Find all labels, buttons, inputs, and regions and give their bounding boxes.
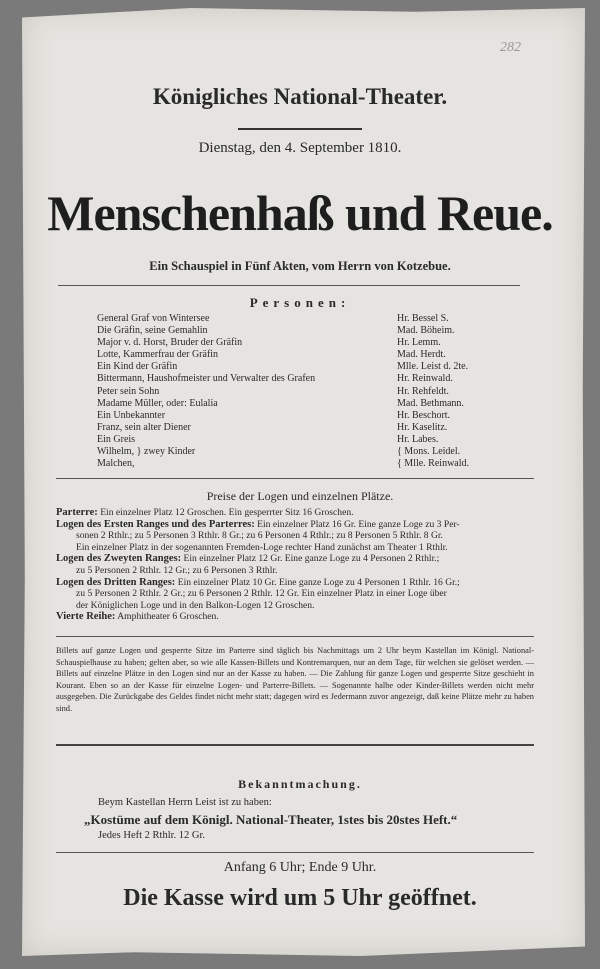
divider <box>58 285 520 286</box>
price-line <box>56 507 531 519</box>
price-category: Logen des Ersten Ranges und des Parterres: <box>56 518 255 530</box>
actor-name: Hr. Kaselitz. <box>397 421 448 433</box>
role-name: Franz, sein alter Diener <box>97 421 191 433</box>
price-line <box>56 600 531 612</box>
actor-name: Hr. Rehfeldt. <box>397 385 449 397</box>
ornament-rule <box>238 128 362 130</box>
actor-name: Mad. Böheim. <box>397 325 455 337</box>
actor-name: Mlle. Leist d. 2te. <box>397 361 469 373</box>
price-line <box>56 611 531 623</box>
performance-times: Anfang 6 Uhr; Ende 9 Uhr. <box>223 860 377 875</box>
archive-mark: 282 <box>500 40 521 55</box>
price-category: Vierte Reihe: <box>56 611 116 623</box>
actor-name: Hr. Bessel S. <box>397 313 449 324</box>
role-name: Ein Greis <box>97 433 136 445</box>
box-office-opening: Die Kasse wird um 5 Uhr geöffnet. <box>123 885 477 911</box>
price-category: Parterre: <box>56 507 98 518</box>
price-text: Ein einzelner Platz 12 Groschen. Ein gesperrter Sitz 16 Groschen. <box>100 507 354 518</box>
role-name: Major v. d. Horst, Bruder der Gräfin <box>97 337 243 349</box>
announcement-price: Jedes Heft 2 Rthlr. 12 Gr. <box>98 830 206 841</box>
price-text: zu 5 Personen 2 Rthlr. 2 Gr.; zu 6 Personen 2 Rthlr. 12 Gr. Ein einzelner Platz in einer Loge über <box>76 588 447 600</box>
cast-row <box>97 398 487 410</box>
announcement-heading: Bekanntmachung. <box>238 777 362 791</box>
cast-row <box>97 349 487 361</box>
cast-row <box>97 458 487 470</box>
role-name: Malchen, <box>97 458 135 470</box>
prices-heading: Preise der Logen und einzelnen Plätze. <box>206 489 394 503</box>
cast-row <box>97 325 487 337</box>
price-line <box>56 565 531 577</box>
cast-row <box>97 337 487 349</box>
actor-name: Hr. Beschort. <box>397 409 451 421</box>
price-text: der Königlichen Loge und in den Balkon-Logen 12 Groschen. <box>76 599 315 611</box>
divider <box>56 852 534 853</box>
price-line <box>56 588 531 600</box>
role-name: Ein Unbekannter <box>97 409 166 421</box>
price-text: Ein einzelner Platz 12 Gr. Eine ganze Loge zu 4 Personen 2 Rthlr.; <box>183 553 440 565</box>
play-subtitle: Ein Schauspiel in Fünf Akten, vom Herrn von Kotzebue. <box>149 259 451 273</box>
price-line <box>56 553 531 565</box>
cast-row <box>97 386 487 398</box>
price-line <box>56 577 531 589</box>
cast-row <box>97 446 487 458</box>
price-category: Logen des Dritten Ranges: <box>56 576 176 588</box>
price-text: sonen 2 Rthlr.; zu 5 Personen 3 Rthlr. 8 Gr.; zu 6 Personen 4 Rthlr.; zu 8 Personen 5 Rthlr. 8 Gr. <box>76 530 443 542</box>
cast-heading: Personen: <box>249 295 351 310</box>
role-name: Lotte, Kammerfrau der Gräfin <box>97 349 219 361</box>
price-text: Ein einzelner Platz 16 Gr. Eine ganze Loge zu 3 Per- <box>257 518 460 530</box>
price-text: Ein einzelner Platz in der sogenannten Fremden-Loge rechter Hand zunächst am Theater 1 Rthlr. <box>76 541 448 553</box>
date-line: Dienstag, den 4. September 1810. <box>198 140 402 156</box>
cast-list <box>97 313 487 470</box>
ticket-notes: Billets auf ganze Logen und gesperrte Sitze im Parterre sind täglich bis Nachmittags um 2 Uhr beym Kastellan im Königl. National-Schauspielhause zu haben; gelten aber, so wie alle Kassen-Billets und Kontremarquen, nur an dem Tage, für welchen sie gelöset werden. — Billets auf einzelne Plätze in den Logen sind nur an der Kasse zu haben. — Die Zahlung für ganze Logen und gesperrte Sitze geschieht in Kourant. Eben so an der Kasse für einzelne Logen- und Parterre-Billets. — Sogenannte halbe oder Kinder-Billets werden nicht mehr ausgegeben. Die Zurückgabe des Geldes findet nicht mehr statt; dagegen wird es Jedermann zuvor angezeigt, daß keine Plätze mehr zu haben sind. <box>56 646 534 713</box>
play-title: Menschenhaß und Reue. <box>47 185 553 241</box>
announcement-line: Beym Kastellan Herrn Leist ist zu haben: <box>98 797 272 808</box>
price-line <box>56 542 531 554</box>
price-line <box>56 530 531 542</box>
role-name: Madame Müller, oder: Eulalia <box>97 397 218 409</box>
cast-row <box>97 410 487 422</box>
role-name: Die Gräfin, seine Gemahlin <box>97 325 208 337</box>
actor-name: Hr. Reinwald. <box>397 373 453 385</box>
announcement-title: „Kostüme auf dem Königl. National-Theater, 1stes bis 20stes Heft.“ <box>84 812 458 827</box>
role-name: Peter sein Sohn <box>97 385 160 397</box>
actor-name: Mad. Herdt. <box>397 349 446 361</box>
actor-name: Hr. Lemm. <box>397 337 441 349</box>
price-text: Ein einzelner Platz 10 Gr. Eine ganze Loge zu 4 Personen 1 Rthlr. 16 Gr.; <box>177 576 460 588</box>
cast-row <box>97 361 487 373</box>
price-text: Amphitheater 6 Groschen. <box>117 611 219 623</box>
actor-name: { Mons. Leidel. <box>397 446 461 458</box>
role-name: Wilhelm, } zwey Kinder <box>97 446 196 458</box>
divider <box>56 478 534 479</box>
divider <box>56 744 534 746</box>
cast-row <box>97 313 487 325</box>
role-name: Bittermann, Haushofmeister und Verwalter des Grafen <box>97 373 316 385</box>
role-name: General Graf von Wintersee <box>97 313 210 324</box>
actor-name: { Mlle. Reinwald. <box>397 458 470 470</box>
cast-row <box>97 434 487 446</box>
theater-name: Königliches National-Theater. <box>152 84 448 109</box>
cast-row <box>97 373 487 385</box>
price-text: zu 5 Personen 2 Rthlr. 12 Gr.; zu 6 Personen 3 Rthlr. <box>76 564 278 576</box>
price-category: Logen des Zweyten Ranges: <box>56 553 182 565</box>
price-line <box>56 519 531 531</box>
divider <box>56 636 534 637</box>
role-name: Ein Kind der Gräfin <box>97 361 178 373</box>
actor-name: Mad. Bethmann. <box>397 397 464 409</box>
cast-row <box>97 422 487 434</box>
actor-name: Hr. Labes. <box>397 433 439 445</box>
price-list <box>56 507 531 623</box>
